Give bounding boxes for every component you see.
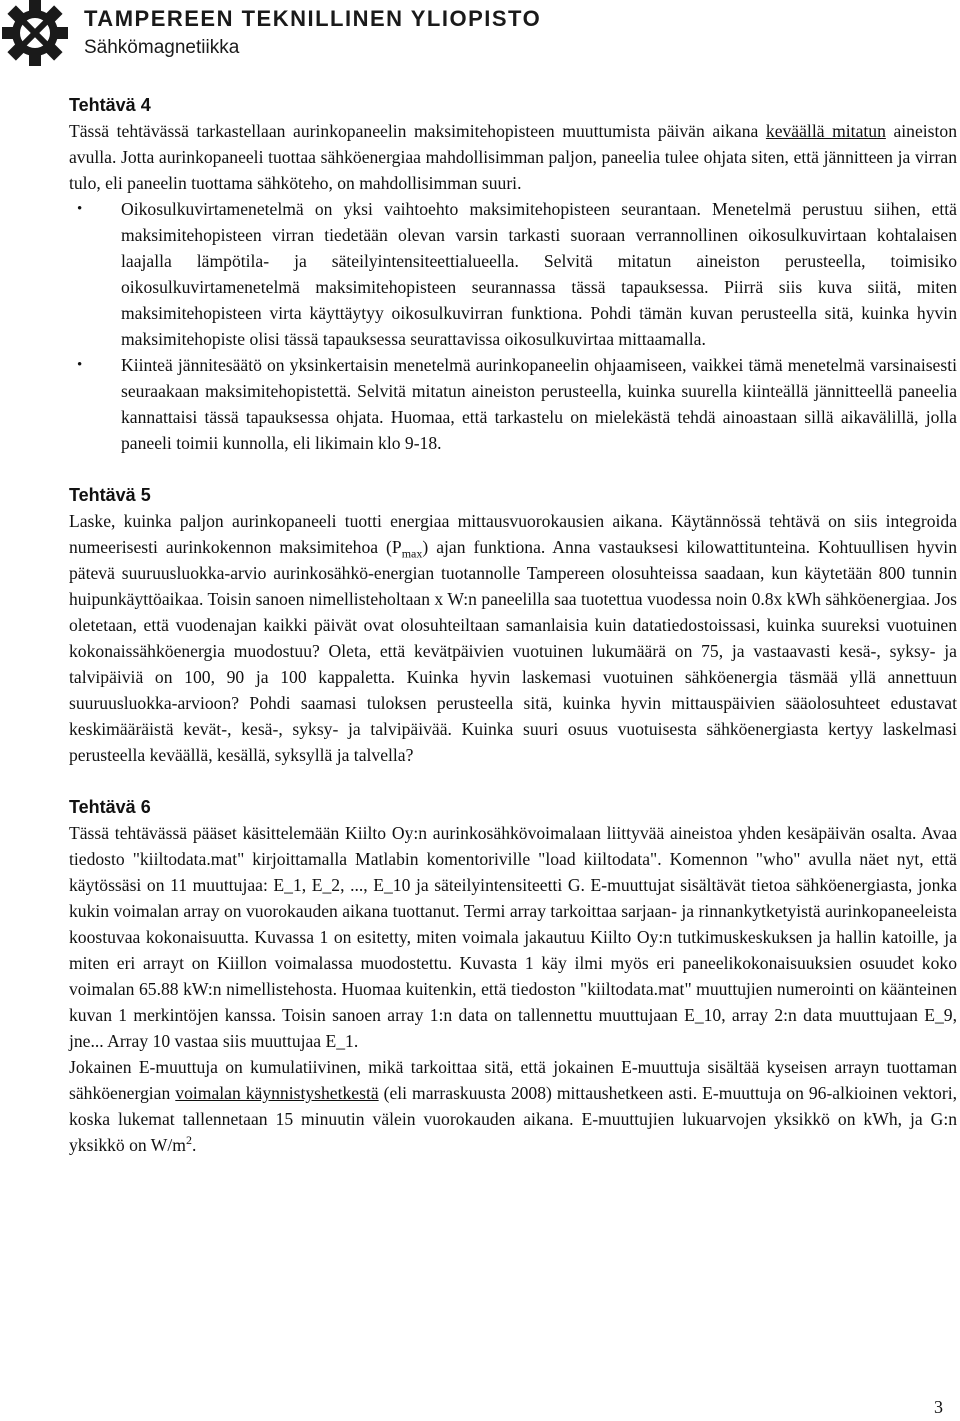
page-header xyxy=(0,0,960,80)
task-6-paragraph-2 xyxy=(69,1054,957,1158)
task-6-para-2-end: . xyxy=(191,1135,197,1155)
bullet-icon: • xyxy=(77,357,83,373)
task-4-intro-link: keväällä mitatun xyxy=(765,121,886,141)
unit-superscript: 2 xyxy=(185,1133,192,1148)
task-4-title: Tehtävä 4 xyxy=(69,95,151,115)
list-item xyxy=(69,196,957,352)
pmax-subscript: max xyxy=(401,546,423,561)
task-6-para-2-text-b: (eli marraskuusta 2008) mittaushetkeen asti. E-muuttuja on 96-alkioinen vektori, koska lukemat tallennetaan 15 minuutin välein vuorokauden aikana. E-muuttujien lukuarvojen yksikkö on kWh, ja G:n yksikkö on W/m xyxy=(69,1083,957,1155)
task-6-title: Tehtävä 6 xyxy=(69,797,151,817)
task-4-intro xyxy=(69,118,957,196)
task-6-section xyxy=(69,794,957,1158)
list-item xyxy=(69,352,957,456)
task-4-bullet-2-text: Kiinteä jännitesäätö on yksinkertaisin menetelmä aurinkopaneelin ohjaamiseen, vaikkei tämä menetelmä varsinaisesti seuraakaan maksimitehopistettä. Selvitä mitatun aineiston perusteella, kuinka suurella kiinteällä jännitteellä paneelia kannattaisi tässä tapauksessa ohjata. Huomaa, että tarkastelu on mielekästä tehdä ainoastaan sillä aikavälillä, jolla paneeli toimii kunnolla, eli likimain klo 9-18. xyxy=(121,355,957,453)
bullet-icon: • xyxy=(77,201,83,217)
department-name: Sähkömagnetiikka xyxy=(84,37,240,58)
document-body xyxy=(69,92,957,1158)
task-5-text-a: Laske, kuinka paljon aurinkopaneeli tuotti energiaa mittausvuorokausien aikana. Käytännössä tehtävä on siis integroida numeerisesti aurinkokennon maksimitehoa (P xyxy=(69,511,957,557)
task-6-para-2-link: voimalan käynnistyshetkestä xyxy=(175,1083,379,1103)
task-4-intro-text-b: aineiston avulla. Jotta aurinkopaneeli tuottaa sähköenergiaa mahdollisimman paljon, paneelia tulee ohjata siten, että jännitteen ja virran tulo, eli paneelin tuottama sähköteho, on mahdollisimman suuri. xyxy=(69,121,957,193)
gear-logo-icon xyxy=(2,0,68,66)
task-4-section xyxy=(69,92,957,456)
page-number: 3 xyxy=(934,1397,943,1417)
task-4-bullet-list xyxy=(69,196,957,456)
university-name: TAMPEREEN TEKNILLINEN YLIOPISTO xyxy=(84,6,542,31)
task-6-para-2-text-a: Jokainen E-muuttuja on kumulatiivinen, mikä tarkoittaa sitä, että jokainen E-muuttuja sisältää kyseisen arrayn tuottaman sähköenergian xyxy=(69,1057,957,1103)
task-5-text-b: ) ajan funktiona. Anna vastauksesi kilowattitunteina. Kohtuullisen hyvin pätevä suuruusluokka-arvio aurinkosähkö-energian tuotannolle Tampereen olosuhteissa saadaan, kun käytetään 800 tunnin huipunkäyttöaikaa. Toisin sanoen nimellisteholtaan x W:n paneelilla saa tuotettua vuodessa noin 0.8x kWh sähköenergiaa. Jos oletetaan, että vuodenajan kaikki päivät ovat olosuhteiltaan samanlaisia kuin datatiedostoissasi, kuinka suureksi vuotuinen kokonaissähköenergia muodostuu? Oleta, että kevätpäivien vuotuinen lukumäärä on 75, ja vastaavasti kesä-, syksy- ja talvipäiviä on 100, 90 ja 100 kappaletta. Kuinka hyvin laskemasi vuotuinen sähköenergia täsmää yllä annettuun suuruusluokka-arvioon? Pohdi saamasi tuloksen perusteella sitä, kuinka hyvin mittauspäivien sääolosuhteet edustavat keskimääräistä kevät-, kesä-, syksy- ja talvipäivää. Kuinka suuri osuus vuotuisesta sähköenergiasta kertyy laskelmasi perusteella keväällä, kesällä, syksyllä ja talvella? xyxy=(69,537,957,765)
task-4-bullet-1-text: Oikosulkuvirtamenetelmä on yksi vaihtoehto maksimitehopisteen seurantaan. Menetelmä perustuu siihen, että maksimitehopisteen virran tiedetään olevan varsin tarkasti suoraan verrannollinen oikosulkuvirtaan kohtalaisen laajalla lämpötila- ja säteilyintensiteettialueella. Selvitä mitatun aineiston perusteella, toimisiko oikosulkuvirtamenetelmä maksimitehopisteen seurannassa tässä tapauksessa. Piirrä siis kuva siitä, miten maksimitehopisteen virta käyttäytyy oikosulkuvirran funktiona. Pohdi tämän kuvan perusteella sitä, kuinka hyvin maksimitehopiste olisi tässä tapauksessa seurattavissa oikosulkuvirtaa mittaamalla. xyxy=(121,199,957,349)
task-5-text xyxy=(69,508,957,768)
task-6-paragraph-1: Tässä tehtävässä pääset käsittelemään Kiilto Oy:n aurinkosähkövoimalaan liittyvää aineistoa yhden kesäpäivän osalta. Avaa tiedosto "kiiltodata.mat" kirjoittamalla Matlabin komentoriville "load kiiltodata". Komennon "who" avulla näet nyt, että käytössäsi on 11 muuttujaa: E_1, E_2, ..., E_10 ja säteilyintensiteetti G. E-muuttujat sisältävät tietoa sähköenergiasta, jonka kukin voimalan array on vuorokauden aikana tuottanut. Termi array tarkoittaa sarjaan- ja rinnankytketyistä aurinkopaneeleista koostuvaa kokonaisuutta. Kuvassa 1 on esitetty, miten voimala jakautuu Kiilto Oy:n tutkimuskeskuksen ja hallin katoille, ja miten eri arrayt on Kiillon voimalassa muodostettu. Kuvasta 1 käy ilmi myös eri paneelikokonaisuuksien osuudet koko voimalan 65.88 kW:n nimellistehosta. Huomaa kuitenkin, että tiedoston "kiiltodata.mat" muuttujien numerointi on käänteinen kuvan 1 merkintöjen kanssa. Toisin sanoen array 1:n data on tallennettu muuttujaan E_10, array 2:n data muuttujaan E_9, jne... Array 10 vastaa siis muuttujaa E_1. xyxy=(69,823,957,1051)
task-4-intro-text-a: Tässä tehtävässä tarkastellaan aurinkopaneelin maksimitehopisteen muuttumista päivän aikana xyxy=(69,121,766,141)
task-5-title: Tehtävä 5 xyxy=(69,485,151,505)
task-5-section xyxy=(69,482,957,768)
